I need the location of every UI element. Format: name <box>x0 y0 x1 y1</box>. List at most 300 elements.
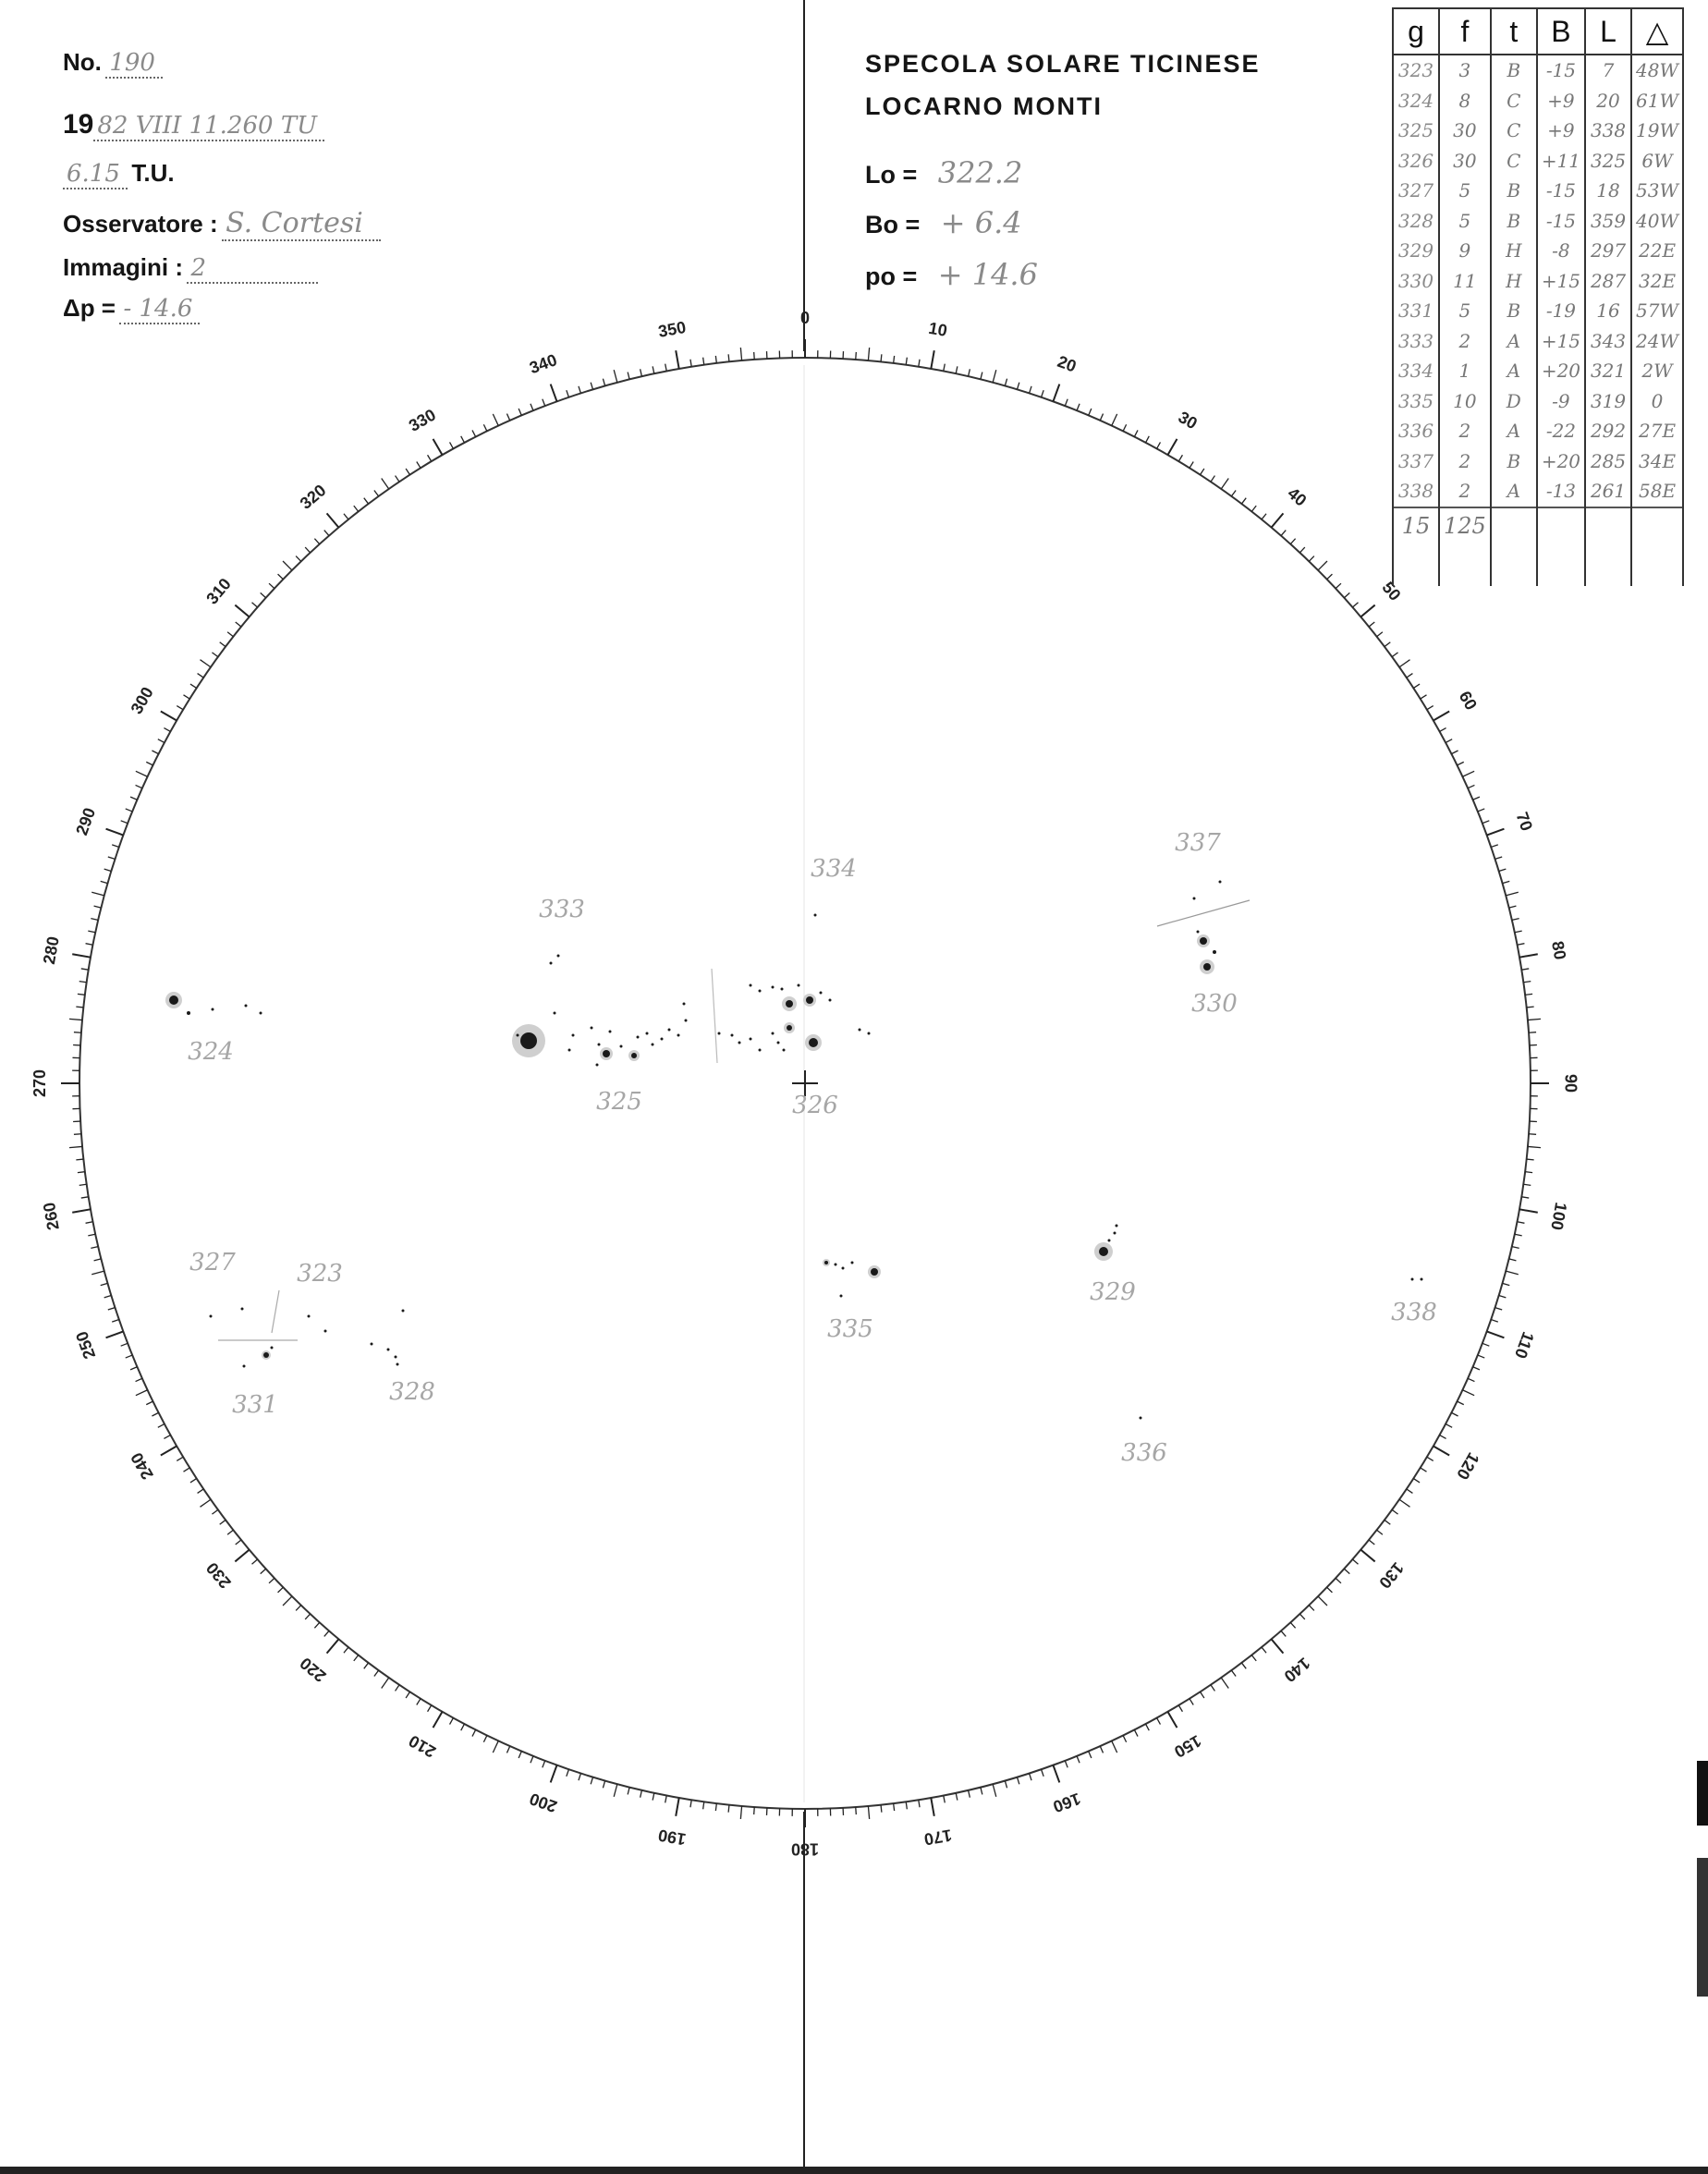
sunspot-umbra <box>169 995 178 1005</box>
table-cell-g: 333 <box>1393 326 1439 357</box>
dial-tick <box>1509 1259 1517 1261</box>
dial-label: 70 <box>1512 809 1537 834</box>
dial-tick <box>1190 1699 1193 1705</box>
table-cell-f: 2 <box>1439 446 1491 477</box>
dial-tick <box>1241 498 1246 504</box>
images-label: Immagini : <box>63 253 184 281</box>
dial-tick <box>1434 712 1449 721</box>
dial-tick <box>81 969 89 970</box>
table-cell-△: 27E <box>1631 416 1683 446</box>
dial-tick <box>1515 1234 1522 1236</box>
table-cell-g: 336 <box>1393 416 1439 446</box>
dial-tick <box>728 1805 729 1813</box>
dial-tick <box>1005 379 1006 386</box>
table-total-row <box>1393 507 1683 544</box>
dial-tick <box>981 1788 982 1795</box>
dial-tick <box>106 1331 124 1337</box>
group-label-333: 333 <box>539 896 585 923</box>
dial-tick <box>79 1184 87 1185</box>
dial-tick <box>344 1647 348 1653</box>
scan-bottom-edge <box>0 2167 1708 2174</box>
table-cell-B: +9 <box>1537 86 1585 116</box>
dial-tick <box>703 358 704 365</box>
dial-tick <box>665 1796 667 1803</box>
dial-tick <box>212 1509 217 1514</box>
header-L: L <box>1585 8 1631 55</box>
dial-tick <box>1468 1378 1474 1381</box>
dial-tick <box>1344 592 1349 597</box>
dial-tick <box>1413 1479 1420 1483</box>
table-empty-cell <box>1491 507 1537 544</box>
dial-tick <box>1123 424 1127 431</box>
table-empty-cell <box>1537 507 1585 544</box>
dial-tick <box>1336 583 1341 588</box>
dial-tick <box>461 1724 465 1730</box>
year-prefix: 19 <box>63 109 94 140</box>
sunspot-umbra <box>620 1045 623 1048</box>
sunspot-umbra <box>591 1027 593 1030</box>
dial-tick <box>104 869 112 871</box>
table-cell-g: 323 <box>1393 55 1439 86</box>
dial-tick <box>161 1447 177 1456</box>
table-empty-cell <box>1439 544 1491 586</box>
sunspot-umbra <box>517 1034 519 1037</box>
dial-tick <box>126 1355 132 1358</box>
dial-label: 350 <box>656 317 688 341</box>
sunspot-umbra <box>786 1000 793 1008</box>
observer-label: Osservatore : <box>63 210 218 238</box>
dial-label: 170 <box>922 1826 954 1850</box>
sunspot-umbra <box>241 1308 244 1311</box>
observatory-line-2: LOCARNO MONTI <box>865 92 1103 120</box>
table-cell-B: -8 <box>1537 236 1585 266</box>
table-cell-f: 2 <box>1439 416 1491 446</box>
dial-label: 10 <box>927 318 949 340</box>
dial-tick <box>296 556 301 562</box>
dial-tick <box>314 539 319 544</box>
dial-tick <box>1168 1712 1177 1728</box>
table-cell-L: 325 <box>1585 146 1631 177</box>
date-value: 82 VIII 11.260 TU <box>93 112 324 141</box>
sunspot-umbra <box>187 1011 190 1015</box>
sunspot-umbra <box>324 1330 327 1333</box>
table-row <box>1393 266 1683 297</box>
dial-tick <box>190 1479 197 1483</box>
table-cell-g: 334 <box>1393 356 1439 386</box>
param-B0-value: + 6.4 <box>940 205 1022 240</box>
table-cell-f: 3 <box>1439 55 1491 86</box>
dial-label: 110 <box>1510 1329 1538 1362</box>
dial-tick <box>1503 1283 1510 1285</box>
dial-tick <box>1451 1412 1458 1416</box>
param-L0 <box>865 155 1022 190</box>
param-p0-value: + 14.6 <box>937 257 1038 292</box>
sunspot-umbra <box>772 1032 775 1035</box>
dial-tick <box>1018 383 1019 390</box>
dial-tick <box>227 632 233 637</box>
dial-tick <box>1211 1685 1214 1692</box>
dial-tick <box>551 385 557 402</box>
dial-tick <box>108 857 116 859</box>
table-cell-L: 285 <box>1585 446 1631 477</box>
dial-tick <box>956 366 958 373</box>
dial-tick <box>1523 1184 1531 1185</box>
dial-tick <box>101 1283 108 1285</box>
dial-tick <box>728 354 729 361</box>
dial-tick <box>1327 1587 1333 1593</box>
group-label-323: 323 <box>297 1260 343 1288</box>
dial-tick <box>146 1401 152 1405</box>
table-cell-L: 343 <box>1585 326 1631 357</box>
sunspot-umbra <box>806 996 813 1004</box>
dial-tick <box>92 1271 104 1275</box>
record-number <box>63 48 163 79</box>
dial-tick <box>1089 1752 1092 1758</box>
group-label-325: 325 <box>596 1088 642 1116</box>
dp-line <box>63 294 200 324</box>
dial-tick <box>969 1790 970 1798</box>
table-cell-△: 32E <box>1631 266 1683 297</box>
dial-label: 130 <box>1375 1558 1408 1593</box>
sunspot-umbra <box>212 1008 214 1011</box>
dial-tick <box>417 461 421 468</box>
dial-tick <box>76 1007 83 1008</box>
dial-tick <box>1519 954 1538 957</box>
dial-tick <box>603 1781 604 1789</box>
dial-tick <box>472 430 476 436</box>
dial-tick <box>1506 892 1519 896</box>
dial-label: 200 <box>527 1789 560 1816</box>
dial-tick <box>1272 513 1284 527</box>
table-cell-B: -22 <box>1537 416 1585 446</box>
param-B0 <box>865 205 1022 240</box>
dial-tick <box>1030 1774 1031 1781</box>
dial-label: 140 <box>1280 1654 1314 1686</box>
dial-tick <box>1515 931 1522 933</box>
dial-label: 20 <box>1055 351 1080 376</box>
dial-tick <box>283 561 292 570</box>
dial-tick <box>1065 1761 1068 1767</box>
dial-tick <box>108 1308 116 1310</box>
dial-tick <box>1352 1559 1358 1564</box>
table-cell-g: 335 <box>1393 386 1439 417</box>
group-label-331: 331 <box>232 1391 278 1419</box>
dial-tick <box>324 1630 329 1636</box>
dial-tick <box>1309 1606 1314 1611</box>
sunspot-umbra <box>572 1034 575 1037</box>
dial-tick <box>1446 739 1452 743</box>
dial-tick <box>136 771 148 776</box>
dial-tick <box>190 684 197 688</box>
dial-tick <box>112 1320 119 1323</box>
dial-tick <box>1407 1489 1413 1493</box>
group-labels <box>188 829 1437 1467</box>
dial-tick <box>1190 461 1193 468</box>
dial-tick <box>531 404 533 410</box>
dial-tick <box>74 1134 81 1135</box>
dial-tick <box>396 476 399 482</box>
record-time <box>63 159 175 189</box>
dial-tick <box>1077 404 1080 410</box>
sunspot-umbra <box>738 1042 741 1044</box>
table-cell-g: 329 <box>1393 236 1439 266</box>
dial-tick <box>261 1569 266 1573</box>
group-label-336: 336 <box>1121 1439 1167 1467</box>
dial-tick <box>1482 821 1489 824</box>
dial-tick <box>472 1729 476 1736</box>
table-cell-L: 18 <box>1585 176 1631 206</box>
table-empty-cell <box>1631 507 1683 544</box>
dial-tick <box>493 1740 498 1753</box>
dial-tick <box>91 1247 98 1249</box>
sunspot-umbra <box>271 1347 274 1350</box>
group-label-326: 326 <box>792 1092 838 1119</box>
sunspot-umbra <box>1116 1225 1118 1227</box>
table-row <box>1393 236 1683 266</box>
dial-tick <box>1491 845 1498 848</box>
dial-tick <box>1053 1765 1059 1783</box>
table-cell-L: 338 <box>1585 116 1631 146</box>
dial-tick <box>354 506 359 511</box>
table-cell-g: 326 <box>1393 146 1439 177</box>
observer-line <box>63 207 381 241</box>
sunspot-umbra <box>1108 1240 1111 1242</box>
table-cell-B: -13 <box>1537 476 1585 507</box>
dial-tick <box>364 1663 369 1668</box>
dial-tick <box>198 674 204 678</box>
sunspot-umbra <box>520 1032 537 1049</box>
dial-tick <box>881 354 882 361</box>
dial-tick <box>1146 436 1150 443</box>
dial-tick <box>269 1578 274 1582</box>
dial-tick <box>126 809 132 812</box>
group-label-335: 335 <box>827 1315 873 1343</box>
dial-tick <box>314 1622 319 1628</box>
dial-tick <box>146 762 152 765</box>
dial-tick <box>944 364 946 372</box>
sunspot-umbra <box>820 992 823 995</box>
sunspot-umbra <box>371 1343 373 1346</box>
dial-tick <box>483 1736 487 1742</box>
table-row <box>1393 326 1683 357</box>
sunspot-umbra <box>859 1029 861 1032</box>
table-cell-△: 34E <box>1631 446 1683 477</box>
sunspot-umbra <box>1197 931 1200 934</box>
dial-tick <box>1377 1530 1383 1534</box>
dial-tick <box>1495 857 1503 859</box>
dial-tick <box>944 1796 946 1803</box>
sunspot-umbra <box>840 1295 843 1298</box>
dial-label: 260 <box>39 1201 63 1232</box>
table-empty-cell <box>1631 544 1683 586</box>
dial-tick <box>703 1801 704 1809</box>
dial-tick <box>252 603 258 607</box>
dial-tick <box>433 1712 443 1728</box>
table-cell-f: 2 <box>1439 326 1491 357</box>
sunspot-umbra <box>646 1032 649 1035</box>
sunspot-umbra <box>603 1050 610 1057</box>
dial-tick <box>1030 386 1031 394</box>
dial-tick <box>1309 556 1314 562</box>
table-row <box>1393 416 1683 446</box>
sunspot-umbra <box>772 986 775 989</box>
sunspot-umbra <box>668 1029 671 1032</box>
dial-tick <box>1272 1639 1284 1653</box>
sunspot-umbra <box>637 1036 640 1039</box>
dial-tick <box>868 1806 869 1819</box>
total-groups: 15 <box>1393 507 1439 544</box>
dial-tick <box>690 360 691 367</box>
header-g: g <box>1393 8 1439 55</box>
dial-tick <box>1290 1622 1295 1628</box>
dial-label: 150 <box>1171 1731 1205 1762</box>
dial-tick <box>296 1606 301 1611</box>
dial-tick <box>1178 455 1182 461</box>
table-cell-t: A <box>1491 476 1537 507</box>
dial-tick <box>1360 1550 1374 1562</box>
dial-label: 0 <box>799 308 811 327</box>
group-label-327: 327 <box>189 1249 236 1276</box>
dial-label: 50 <box>1378 578 1405 605</box>
dial-tick <box>1518 1222 1525 1224</box>
table-cell-t: B <box>1491 55 1537 86</box>
table-empty-cell <box>1491 544 1537 586</box>
dial-tick <box>1528 1146 1541 1147</box>
dial-label: 190 <box>656 1826 688 1850</box>
sunspot-umbra <box>395 1356 397 1359</box>
dial-tick <box>956 1793 958 1801</box>
sunspot-umbra <box>568 1049 571 1052</box>
dial-tick <box>1491 1320 1498 1323</box>
dial-tick <box>1318 1596 1327 1606</box>
dial-tick <box>86 944 93 946</box>
table-cell-B: +15 <box>1537 326 1585 357</box>
table-body <box>1393 55 1683 586</box>
dial-tick <box>653 1793 654 1801</box>
table-cell-△: 57W <box>1631 296 1683 326</box>
table-cell-△: 24W <box>1631 326 1683 357</box>
dial-tick <box>1089 409 1092 415</box>
table-row <box>1393 476 1683 507</box>
dial-tick <box>1506 1271 1519 1275</box>
dial-tick <box>567 1769 569 1777</box>
dial-tick <box>1525 994 1532 995</box>
header-f: f <box>1439 8 1491 55</box>
table-cell-f: 11 <box>1439 266 1491 297</box>
dial-tick <box>1385 642 1390 647</box>
dial-tick <box>235 1550 249 1562</box>
dial-tick <box>200 1499 210 1507</box>
dial-tick <box>543 399 545 406</box>
header-delta: △ <box>1631 8 1683 55</box>
sunspot-umbra <box>750 1038 752 1041</box>
dial-tick <box>993 370 996 383</box>
sunspot-umbra <box>402 1310 405 1313</box>
group-label-337: 337 <box>1175 829 1221 857</box>
dial-tick <box>579 386 580 394</box>
table-cell-L: 287 <box>1585 266 1631 297</box>
sunspot-umbra <box>787 1025 792 1031</box>
dial-label: 330 <box>405 405 439 435</box>
dial-tick <box>1427 1457 1434 1460</box>
dial-label: 340 <box>527 350 560 378</box>
dial-tick <box>433 439 443 455</box>
table-cell-L: 359 <box>1585 206 1631 237</box>
scan-edge-mark-lower <box>1697 1858 1708 1997</box>
table-cell-△: 53W <box>1631 176 1683 206</box>
time-unit: T.U. <box>131 159 175 187</box>
dial-tick <box>1281 1630 1286 1636</box>
dial-tick <box>1399 1499 1409 1507</box>
dial-tick <box>1473 797 1480 800</box>
dial-tick <box>1336 1578 1341 1582</box>
dial-tick <box>1231 1670 1236 1676</box>
table-cell-L: 261 <box>1585 476 1631 507</box>
table-cell-L: 292 <box>1585 416 1631 446</box>
dial-tick <box>1440 1435 1446 1439</box>
dial-tick <box>740 348 741 360</box>
sunspot-umbra <box>1114 1232 1116 1235</box>
dial-tick <box>1018 1777 1019 1785</box>
dial-tick <box>428 455 432 461</box>
table-cell-B: -15 <box>1537 206 1585 237</box>
dial-tick <box>450 442 454 448</box>
dial-tick <box>1458 762 1464 765</box>
dial-tick <box>518 409 521 415</box>
dial-label: 230 <box>202 1558 235 1593</box>
dial-tick <box>1519 1209 1538 1212</box>
dial-tick <box>382 478 389 488</box>
table-cell-t: A <box>1491 416 1537 446</box>
param-B0-label: Bo = <box>865 211 921 238</box>
scan-edge-mark <box>1697 1761 1708 1826</box>
dial-tick <box>1495 1308 1503 1310</box>
dial-tick <box>628 373 629 380</box>
dial-tick <box>1473 1367 1480 1370</box>
table-cell-g: 337 <box>1393 446 1439 477</box>
dial-tick <box>1446 1424 1452 1428</box>
dial-tick <box>327 1639 339 1653</box>
table-cell-B: +11 <box>1537 146 1585 177</box>
sunspot-umbra <box>750 984 752 987</box>
dial-tick <box>1377 632 1383 637</box>
sunspot-umbra <box>777 1042 780 1044</box>
dial-tick <box>1468 785 1474 788</box>
dial-tick <box>894 1803 895 1811</box>
dial-tick <box>406 469 409 475</box>
table-cell-B: +20 <box>1537 446 1585 477</box>
images-line <box>63 253 318 284</box>
dial-tick <box>493 414 498 426</box>
dial-tick <box>1529 1032 1536 1033</box>
dial-tick <box>94 1259 102 1261</box>
dial-tick <box>1440 728 1446 732</box>
table-row <box>1393 86 1683 116</box>
table-cell-g: 331 <box>1393 296 1439 326</box>
dial-tick <box>1421 695 1427 699</box>
dial-tick <box>1512 919 1519 921</box>
table-cell-t: B <box>1491 446 1537 477</box>
dial-label: 210 <box>405 1731 439 1762</box>
sunspot-umbra <box>631 1053 637 1058</box>
dial-tick <box>324 531 329 536</box>
dial-tick <box>754 352 755 360</box>
table-cell-△: 19W <box>1631 116 1683 146</box>
param-L0-value: 322.2 <box>937 155 1023 190</box>
dial-tick <box>450 1718 454 1725</box>
dial-tick <box>158 1424 165 1428</box>
dial-tick <box>1262 514 1266 519</box>
